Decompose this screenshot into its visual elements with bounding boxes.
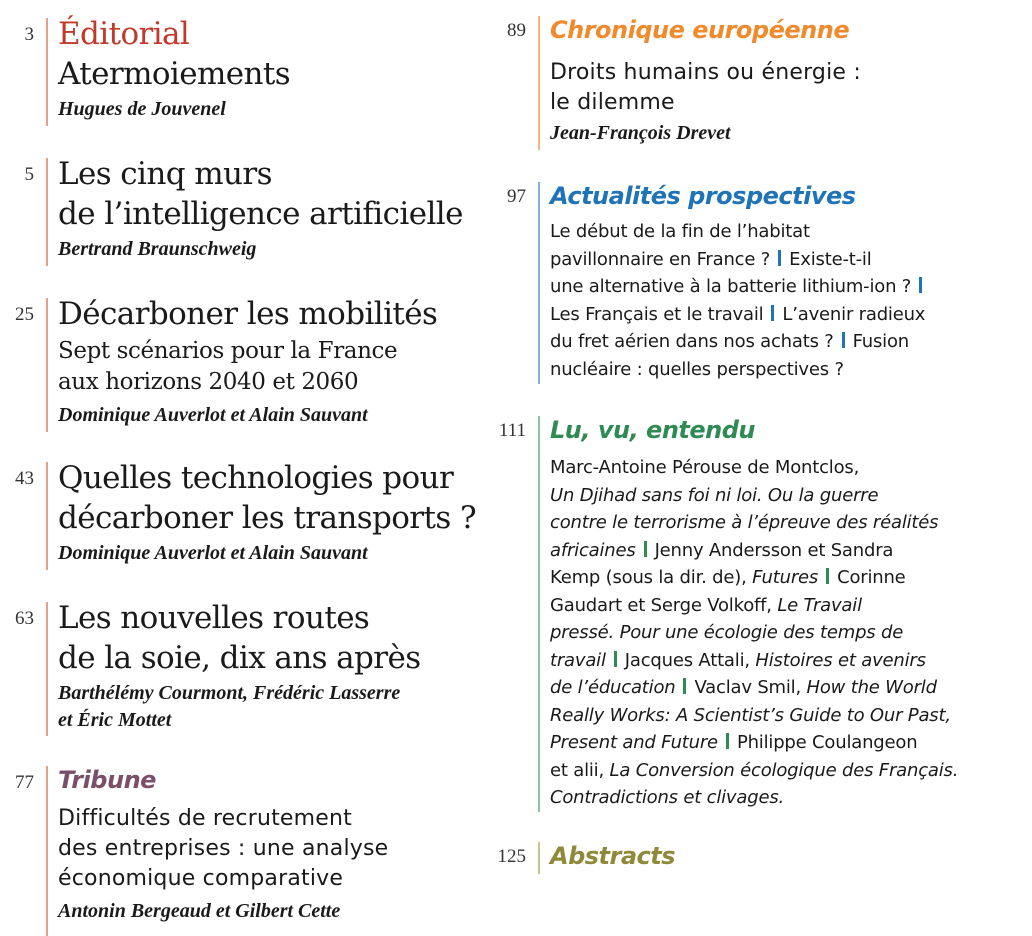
text-part: Le Travail bbox=[777, 594, 862, 616]
entry-bar bbox=[46, 298, 48, 432]
page-number: 3 bbox=[24, 24, 34, 45]
page-number: 89 bbox=[507, 20, 526, 41]
text-line bbox=[550, 619, 958, 647]
toc-entry-chronique[interactable] bbox=[550, 14, 861, 147]
toc-entry-technologies[interactable] bbox=[58, 458, 476, 567]
toc-entry-abstracts[interactable] bbox=[550, 840, 675, 872]
text-part: contre le terrorisme à l’épreuve des réalités bbox=[550, 512, 939, 533]
text-line bbox=[550, 509, 958, 537]
entry-bar bbox=[538, 182, 540, 384]
toc-entry-tribune[interactable] bbox=[58, 764, 388, 925]
text-line: Marc-Antoine Pérouse de Montclos, bbox=[550, 457, 860, 478]
section-heading: Éditorial bbox=[58, 16, 190, 52]
text-part: Fusion bbox=[852, 331, 910, 352]
article-author: Bertrand Braunschweig bbox=[58, 238, 257, 260]
article-list bbox=[550, 218, 930, 383]
text-part: et alii, bbox=[550, 759, 610, 781]
author-line: Barthélémy Courmont, Frédéric Lasserre bbox=[58, 682, 401, 704]
text-line bbox=[550, 702, 958, 730]
entry-bar bbox=[46, 602, 48, 736]
text-line bbox=[550, 301, 930, 329]
text-part: une alternative à la batterie lithium-ion ? bbox=[550, 276, 912, 297]
separator-mark bbox=[919, 277, 922, 293]
text-part: Un Djihad sans foi ni loi. Ou la guerre bbox=[550, 484, 879, 506]
title-line: des entreprises : une analyse bbox=[58, 836, 389, 861]
article-author: Dominique Auverlot et Alain Sauvant bbox=[58, 404, 368, 426]
title-line: Difficultés de recrutement bbox=[58, 806, 352, 831]
entry-bar bbox=[538, 416, 540, 812]
article-author: Dominique Auverlot et Alain Sauvant bbox=[58, 542, 368, 564]
text-line bbox=[550, 592, 958, 620]
text-line bbox=[550, 674, 958, 702]
text-part: du fret aérien dans nos achats ? bbox=[550, 331, 834, 352]
page-number: 63 bbox=[15, 608, 34, 629]
article-title bbox=[58, 804, 388, 894]
toc-entry-editorial[interactable] bbox=[58, 14, 290, 123]
toc-entry-soie[interactable] bbox=[58, 598, 421, 734]
subtitle-line: aux horizons 2040 et 2060 bbox=[58, 369, 359, 395]
text-part: Philippe Coulangeon bbox=[736, 732, 918, 753]
text-part: Jacques Attali, bbox=[624, 649, 756, 671]
entry-bar bbox=[538, 842, 540, 874]
entry-bar bbox=[46, 766, 48, 936]
article-title: Atermoiements bbox=[58, 56, 291, 92]
article-title bbox=[58, 154, 463, 234]
text-part: Histoires et avenirs bbox=[755, 649, 926, 671]
review-list bbox=[550, 454, 958, 812]
title-line: de l’intelligence artificielle bbox=[58, 196, 463, 232]
text-part: How the World bbox=[806, 677, 937, 698]
page-number: 125 bbox=[497, 846, 526, 867]
separator-mark bbox=[826, 568, 829, 584]
article-author: Antonin Bergeaud et Gilbert Cette bbox=[58, 900, 341, 922]
text-line: nucléaire : quelles perspectives ? bbox=[550, 358, 844, 380]
page-number: 97 bbox=[507, 186, 526, 207]
text-part: travail bbox=[550, 649, 606, 671]
article-subtitle bbox=[58, 336, 437, 398]
text-line bbox=[550, 328, 930, 356]
text-part: Jenny Andersson et Sandra bbox=[654, 539, 894, 561]
text-part: de l’éducation bbox=[550, 677, 676, 698]
text-part: Kemp (sous la dir. de), bbox=[550, 567, 753, 588]
separator-mark bbox=[842, 332, 845, 348]
separator-mark bbox=[778, 250, 781, 266]
subtitle-line: Sept scénarios pour la France bbox=[58, 338, 398, 364]
section-heading: Tribune bbox=[58, 766, 156, 794]
entry-bar bbox=[46, 462, 48, 570]
text-part: pavillonnaire en France ? bbox=[550, 248, 771, 270]
title-line: Les cinq murs bbox=[58, 156, 272, 192]
page-number: 77 bbox=[15, 772, 34, 793]
text-part: Present and Future bbox=[550, 732, 718, 753]
author-line: et Éric Mottet bbox=[58, 709, 172, 731]
title-line: le dilemme bbox=[550, 90, 675, 115]
article-author: Hugues de Jouvenel bbox=[58, 98, 226, 120]
section-heading: Lu, vu, entendu bbox=[550, 416, 756, 444]
separator-mark bbox=[726, 733, 729, 749]
text-line bbox=[550, 246, 930, 274]
text-part: Gaudart et Serge Volkoff, bbox=[550, 594, 778, 616]
section-heading: Abstracts bbox=[550, 842, 676, 870]
text-line bbox=[550, 564, 958, 592]
text-line bbox=[550, 784, 958, 812]
article-title bbox=[58, 458, 476, 538]
title-line: décarboner les transports ? bbox=[58, 500, 476, 536]
text-part: africaines bbox=[550, 539, 636, 561]
toc-entry-actualites[interactable] bbox=[550, 180, 930, 383]
separator-mark bbox=[644, 541, 647, 557]
article-title bbox=[58, 598, 421, 678]
entry-bar bbox=[46, 18, 48, 126]
separator-mark bbox=[771, 305, 774, 321]
text-part: Contradictions et clivages. bbox=[550, 787, 785, 808]
separator-mark bbox=[614, 651, 617, 667]
text-line bbox=[550, 757, 958, 785]
text-line bbox=[550, 273, 930, 301]
article-author: Jean-François Drevet bbox=[550, 122, 731, 144]
text-part: Les Français et le travail bbox=[550, 303, 764, 325]
separator-mark bbox=[683, 678, 686, 694]
text-part: Really Works: A Scientist’s Guide to Our Past, bbox=[550, 704, 951, 726]
article-title: Décarboner les mobilités bbox=[58, 296, 438, 332]
title-line: Quelles technologies pour bbox=[58, 460, 454, 496]
entry-bar bbox=[46, 158, 48, 266]
page-number: 5 bbox=[24, 164, 34, 185]
text-part: L’avenir radieux bbox=[782, 303, 926, 325]
page-number: 25 bbox=[15, 304, 34, 325]
text-line bbox=[550, 729, 958, 757]
text-line bbox=[550, 482, 958, 510]
text-part: La Conversion écologique des Français. bbox=[609, 759, 959, 781]
article-title bbox=[550, 58, 861, 118]
toc-entry-mobilites[interactable] bbox=[58, 294, 437, 429]
toc-entry-murs[interactable] bbox=[58, 154, 463, 263]
title-line: Droits humains ou énergie : bbox=[550, 60, 861, 85]
title-line: Les nouvelles routes bbox=[58, 600, 370, 636]
text-part: Vaclav Smil, bbox=[694, 677, 807, 698]
text-line bbox=[550, 647, 958, 675]
title-line: de la soie, dix ans après bbox=[58, 640, 421, 676]
text-part: Corinne bbox=[837, 567, 906, 588]
text-part: pressé. Pour une écologie des temps de bbox=[550, 622, 904, 643]
text-part: Existe-t-il bbox=[789, 248, 872, 270]
text-line: Le début de la fin de l’habitat bbox=[550, 221, 810, 242]
article-author bbox=[58, 680, 421, 734]
title-line: économique comparative bbox=[58, 866, 344, 891]
page-number: 43 bbox=[15, 468, 34, 489]
page-number: 111 bbox=[498, 420, 526, 441]
entry-bar bbox=[538, 16, 540, 150]
toc-entry-lu-vu-entendu[interactable] bbox=[550, 414, 958, 812]
text-line bbox=[550, 537, 958, 565]
section-heading: Actualités prospectives bbox=[550, 182, 856, 210]
section-heading: Chronique européenne bbox=[550, 16, 850, 44]
text-part: Futures bbox=[752, 567, 819, 588]
